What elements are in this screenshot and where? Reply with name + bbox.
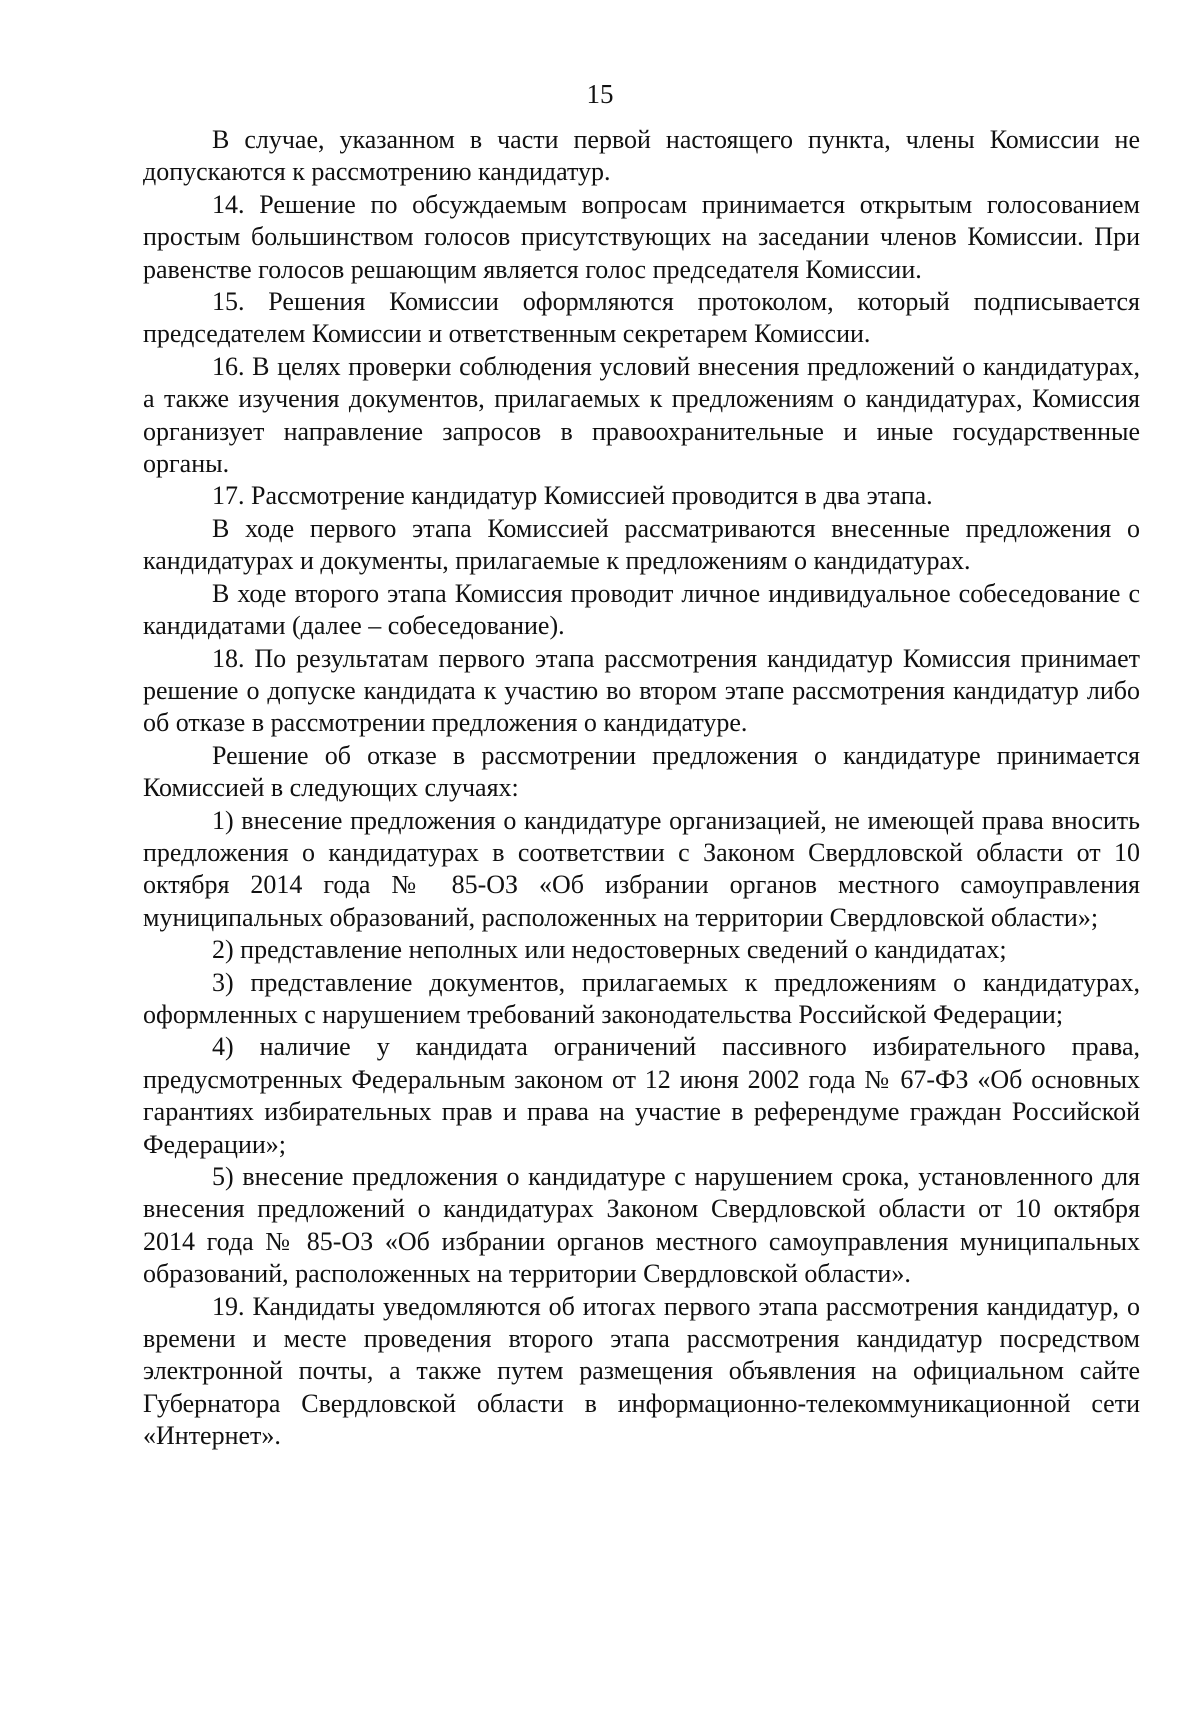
paragraph-14-voting: 14. Решение по обсуждаемым вопросам принимается открытым голосованием простым большинством голосов присутствующих на заседании членов Комиссии. При равенстве голосов решающим является голос председателя Комиссии. [143,189,1140,284]
paragraph-refusal-cases: Решение об отказе в рассмотрении предложения о кандидатуре принимается Комиссией в следующих случаях: [143,740,1140,803]
document-body [143,124,1140,1453]
list-item-2: 2) представление неполных или недостоверных сведений о кандидатах; [212,935,1007,965]
paragraph-second-stage: В ходе второго этапа Комиссия проводит личное индивидуальное собеседование с кандидатами (далее – собеседование). [143,578,1140,641]
list-item-5: 5) внесение предложения о кандидатуре с нарушением срока, установленного для внесения предложений о кандидатурах Законом Свердловской области от 10 октября 2014 года № 85-ОЗ «Об избрании органов местного самоуправления муниципальных образований, расположенных на территории Свердловской области». [143,1162,1140,1289]
paragraph-19-notification: 19. Кандидаты уведомляются об итогах первого этапа рассмотрения кандидатур, о времени и месте проведения второго этапа рассмотрения кандидатур посредством электронной почты, а также путем размещения объявления на официальном сайте Губернатора Свердловской области в информационно-телекоммуникационной сети «Интернет». [143,1291,1140,1451]
paragraph-17-stages: 17. Рассмотрение кандидатур Комиссией проводится в два этапа. [212,481,933,511]
list-item-3: 3) представление документов, прилагаемых к предложениям о кандидатурах, оформленных с нарушением требований законодательства Российской Федерации; [143,967,1140,1029]
paragraph-15-protocol: 15. Решения Комиссии оформляются протоколом, который подписывается председателем Комиссии и ответственным секретарем Комиссии. [143,287,1140,349]
page-number: 15 [586,79,614,109]
paragraph-first-stage: В ходе первого этапа Комиссией рассматриваются внесенные предложения о кандидатурах и документы, прилагаемые к предложениям о кандидатурах. [143,513,1140,576]
list-item-4: 4) наличие у кандидата ограничений пассивного избирательного права, предусмотренных Федеральным законом от 12 июня 2002 года № 67-ФЗ «Об основных гарантиях избирательных прав и права на участие в референдуме граждан Российской Федерации»; [143,1032,1140,1159]
paragraph-commission-exclusion: В случае, указанном в части первой настоящего пункта, члены Комиссии не допускаются к рассмотрению кандидатур. [143,125,1140,187]
list-item-1: 1) внесение предложения о кандидатуре организацией, не имеющей права вносить предложения о кандидатурах в соответствии с Законом Свердловской области от 10 октября 2014 года № 85-ОЗ «Об избрании органов местного самоуправления муниципальных образований, расположенных на территории Свердловской области»; [143,805,1140,932]
paragraph-16-verification: 16. В целях проверки соблюдения условий внесения предложений о кандидатурах, а также изучения документов, прилагаемых к предложениям о кандидатурах, Комиссия организует направление запросов в правоохранительные и иные государственные органы. [143,351,1140,479]
paragraph-18-decision: 18. По результатам первого этапа рассмотрения кандидатур Комиссия принимает решение о допуске кандидата к участию во втором этапе рассмотрения кандидатур либо об отказе в рассмотрении предложения о кандидатуре. [143,643,1140,738]
